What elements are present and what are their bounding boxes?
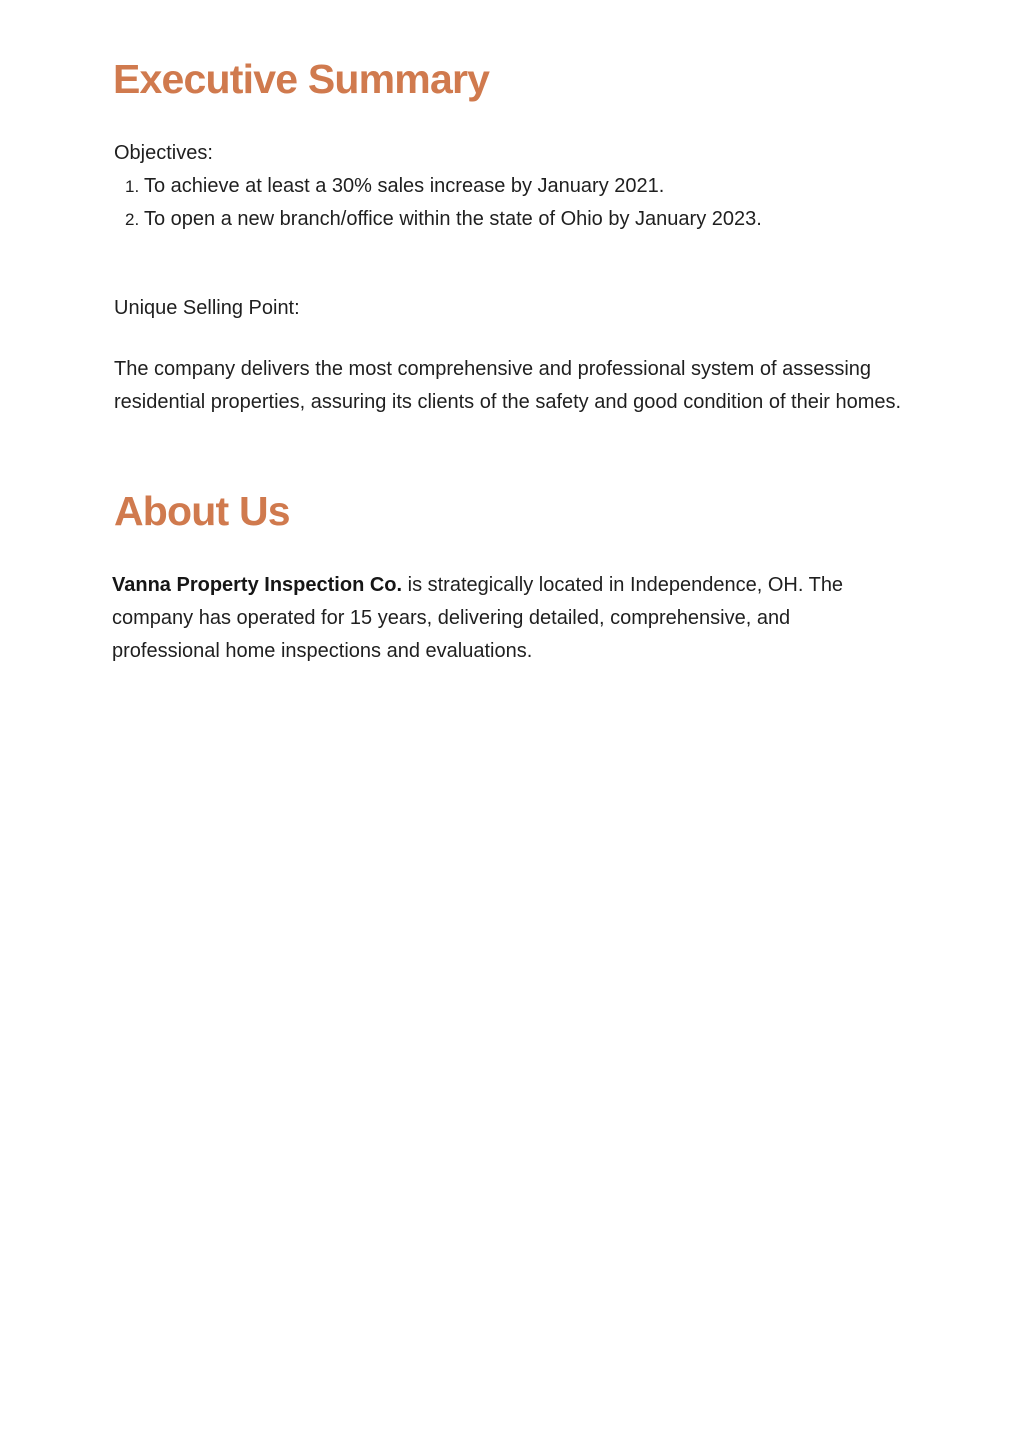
about-us-heading: About Us xyxy=(114,488,290,534)
objective-item xyxy=(114,203,762,236)
objective-item xyxy=(114,170,762,203)
executive-summary-heading: Executive Summary xyxy=(113,56,490,102)
usp-label: Unique Selling Point: xyxy=(114,297,300,319)
objectives-list xyxy=(114,170,762,236)
about-us-text: is strategically located in Independence, OH. The company has operated for 15 years, delivering detailed, comprehensive, and professional home inspections and evaluations. xyxy=(112,574,844,662)
objectives-label: Objectives: xyxy=(114,142,213,164)
about-us-paragraph xyxy=(112,569,882,668)
objective-number: 1. xyxy=(125,177,140,196)
usp-paragraph: The company delivers the most comprehensive and professional system of assessing residential properties, assuring its clients of the safety and good condition of their homes. xyxy=(114,358,902,413)
objective-text: To achieve at least a 30% sales increase by January 2021. xyxy=(144,175,665,197)
objective-text: To open a new branch/office within the state of Ohio by January 2023. xyxy=(144,208,762,230)
objective-number: 2. xyxy=(125,210,140,229)
company-name: Vanna Property Inspection Co. xyxy=(112,574,403,596)
